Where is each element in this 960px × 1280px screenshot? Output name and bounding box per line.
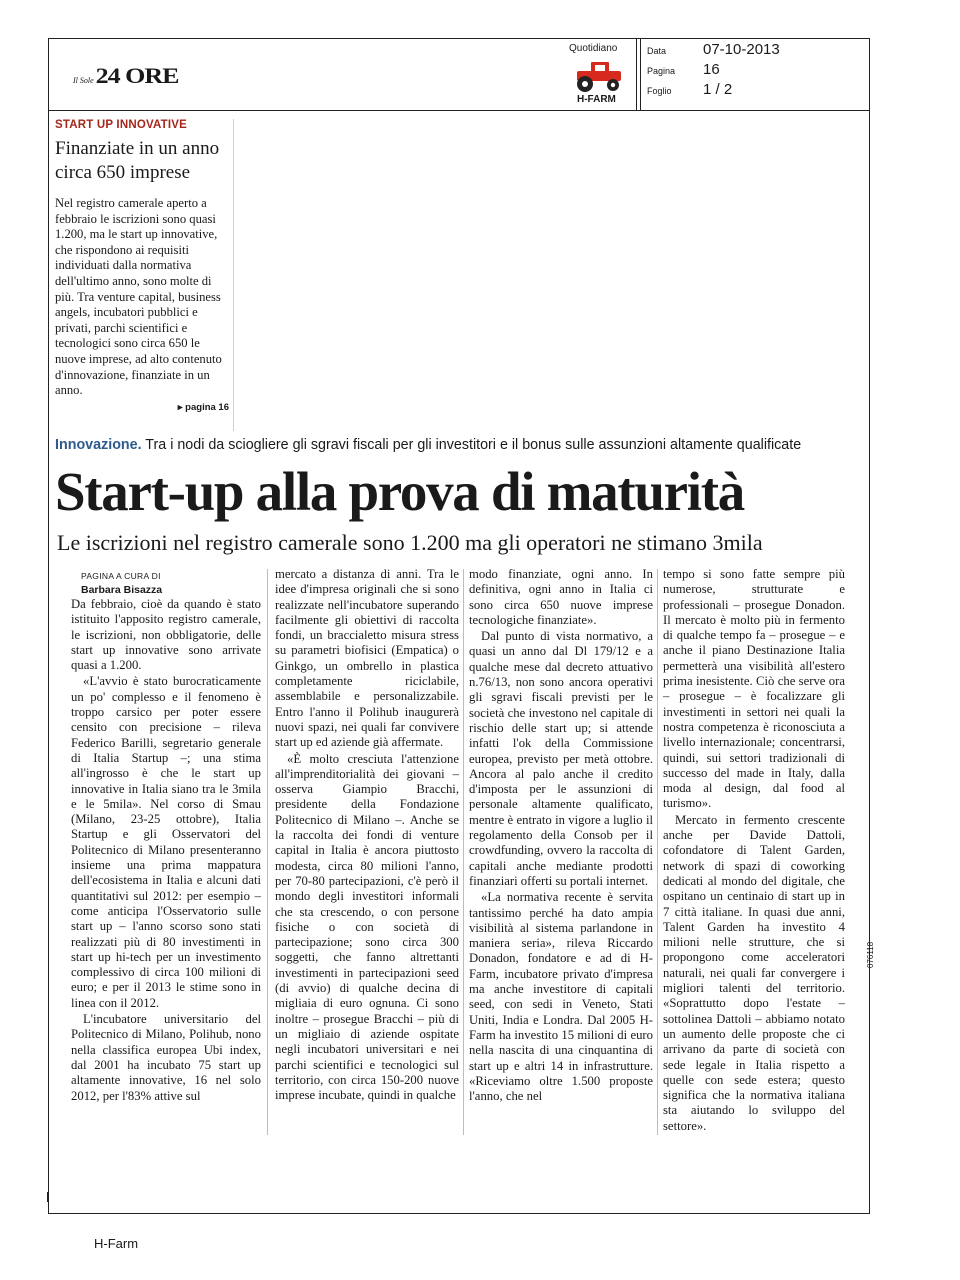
paragraph: modo finanziate, ogni anno. In definitiva, ogni anno in Italia ci sono circa 650 nuove imprese tecnologiche finanziate». xyxy=(469,567,653,627)
article-column-1 xyxy=(71,597,261,1104)
meta-label: Pagina xyxy=(647,66,676,76)
kicker-section: Innovazione. xyxy=(55,437,142,453)
article-column-4 xyxy=(663,567,845,1134)
article-headline: Start-up alla prova di maturità xyxy=(55,461,744,522)
brief-title xyxy=(55,137,233,185)
logo-main: 24 ORE xyxy=(95,63,179,88)
paragraph: Mercato in fermento crescente anche per Davide Dattoli, cofondatore di Talent Garden, network di spazi di coworking dedicati al mondo del digitale, che ospitano un centinaio di start up in 7 città italiane. In quasi due anni, Talent Garden ha investito 4 milioni nelle strutture, che si propongono come acceleratori naturali, nei quali far convergere i migliori talenti del territorio. «Soprattutto dopo l'estate – sottolinea Dattoli – abbiamo notato un aumento delle proposte che ci arrivano da parte di società con sede legale in Italia rispetto a quelle con sede estera; questo significa che la normativa italiana sta aiutando lo sviluppo del settore». xyxy=(663,812,845,1133)
header-divider xyxy=(49,110,869,111)
header-vertical-rule xyxy=(640,39,641,110)
paragraph: L'incubatore universitario del Politecnico di Milano, Polihub, nono nella classifica europea Ubi index, dal 2001 ha incubato 75 start up altamente innovative, 16 nel solo 2012, per l'83% attive sul xyxy=(71,1012,261,1103)
source-name: H-FARM xyxy=(577,94,616,105)
paragraph: tempo si sono fatte sempre più numerose, strutturate e professionali – prosegue Donadon. Il mercato è molto più in fermento di qualche tempo fa – prosegue – e anche il piano Destinazione Italia permetterà una visibilità all'estero prima inesistente. Ciò che serve ora – prosegue – è focalizzare gli investimenti in settori nei quali la nostra competenza è riconosciuta a livello internazionale; concentrarsi, quindi, sui settori tradizionali di successo del made in Italy, dalla moda al design, dal food al turismo». xyxy=(663,567,845,811)
column-rule xyxy=(657,569,658,1135)
paragraph: Da febbraio, cioè da quando è stato istituito l'apposito registro camerale, le iscrizioni, non obbligatorie, delle start up innovative sono arrivate quasi a 1.200. xyxy=(71,597,261,673)
clipping-frame xyxy=(48,38,870,1214)
brief-kicker: START UP INNOVATIVE xyxy=(55,119,188,131)
clipping-meta xyxy=(647,41,780,101)
side-brief xyxy=(55,119,234,431)
meta-date xyxy=(647,41,780,61)
meta-page xyxy=(647,61,780,81)
brief-title-line: Finanziate in un anno xyxy=(55,138,220,159)
crop-mark xyxy=(869,1192,871,1202)
article-subheadline: Le iscrizioni nel registro camerale sono 1.200 ma gli operatori ne stimano 3mila xyxy=(57,530,763,555)
footer-source: H-Farm xyxy=(94,1236,139,1251)
newspaper-logo xyxy=(73,61,179,91)
crop-mark xyxy=(47,1192,49,1202)
paragraph: «È molto cresciuta l'attenzione all'imprenditorialità dei giovani – osserva Giampio Bracchi, presidente della Fondazione Politecnico di Milano –. Anche se la raccolta dei fondi di venture capital in Italia è ancora piuttosto modesta, circa 80 milioni l'anno, per 70-80 partecipazioni, c'è però il mondo degli investitori informali che sta crescendo, o con persone fisiche o con società di partecipazione; sono circa 300 soggetti, che fanno altrettanti investimenti in partecipazioni seed (di avvio) di qualche decina di migliaia di euro ognuna. Ci sono inoltre – prosegue Bracchi – più di un migliaio di aziende ospitate negli incubatori universitari e nei parchi scientifici e tecnologici sul territorio, con circa 150-200 nuove imprese incubate, quindi in qualche xyxy=(275,751,459,1103)
column-rule xyxy=(463,569,464,1135)
tractor-icon xyxy=(571,59,627,93)
article-column-2 xyxy=(275,567,459,1103)
paragraph: «L'avvio è stato burocraticamente un po' complesso e il fenomeno è troppo carsico per poter essere censito con precisione – rileva Federico Barilli, segretario generale di Italia Startup –; una stima all'ingrosso è che le start up innovative in Italia siano tra le 3mila e le 5mila». Nel corso di Smau (Milano, 23-25 ottobre), Italia Startup e gli Osservatori del Politecnico di Milano presenteranno insieme una prima mappatura dell'ecosistema in Italia e alcuni dati quantitativi sul 2012: per esempio – come anticipa l'Osservatorio sulle start up – l'anno scorso sono stati realizzati più di 80 investimenti in start up hi-tech per un investimento complessivo di circa 100 milioni di euro; e per il 2013 le stime sono in linea con il 2012. xyxy=(71,674,261,1010)
byline-label: PAGINA A CURA DI xyxy=(81,571,161,581)
meta-label: Data xyxy=(647,46,667,56)
article-kicker xyxy=(55,437,865,453)
byline-name: Barbara Bisazza xyxy=(81,584,163,596)
brief-title-line: circa 650 imprese xyxy=(55,162,191,183)
header-vertical-rule xyxy=(636,39,637,110)
logo-prefix: Il Sole xyxy=(73,76,94,85)
meta-value: 07-10-2013 xyxy=(703,41,780,58)
article-column-3 xyxy=(469,567,653,1104)
paragraph: «La normativa recente è servita tantissimo perché ha dato ampia visibilità al sistema parlandone in maniera seria», rileva Riccardo Donadon, fondatore e ad di H-Farm, incubatore privato d'impresa ma anche investitore di capitali seed, con sedi in Veneto, Stati Uniti, India e Londra. Dal 2005 H-Farm ha investito 15 milioni di euro nella nascita di una cinquantina di start up e altri 14 in infrastrutture. «Riceviamo oltre 1.500 proposte l'anno, che nel xyxy=(469,890,653,1104)
kicker-text: Tra i nodi da sciogliere gli sgravi fiscali per gli investitori e il bonus sulle assunzioni altamente qualificate xyxy=(141,437,802,453)
paragraph: mercato a distanza di anni. Tra le idee d'impresa originali che si sono realizzate nell'incubatore superando facilmente gli obiettivi di raccolta fondi, un braccialetto misura stress su parametri biofisici (Empatica) o Ginkgo, un ombrello in plastica completamente riciclabile, assemblabile e personalizzabile. Entro l'anno il Polihub inaugurerà nuovi spazi, nei quali far convivere start up ed aziende già affermate. xyxy=(275,567,459,750)
meta-label: Foglio xyxy=(647,86,672,96)
side-code: 076118 xyxy=(866,941,875,968)
publication-type: Quotidiano xyxy=(569,43,618,54)
brief-page-reference: ▸ pagina 16 xyxy=(177,401,229,413)
paragraph: Dal punto di vista normativo, a quasi un anno dal Dl 179/12 e a qualche mese dal decreto attuativo n.76/13, non sono ancora operativi gli sgravi fiscali previsti per le società che investono nel capitale di rischio delle start up; si attende infatti l'ok della Commissione europea, previsto per metà ottobre. Ancora al palo anche il credito d'imposta per le assunzioni di personale altamente qualificato, mentre è entrato in vigore a luglio il regolamento della Consob per il crowdfunding, ovvero la raccolta di capitali anche mediante prodotti finanziari offerti su portali internet. xyxy=(469,629,653,888)
meta-value: 16 xyxy=(703,61,720,78)
column-rule xyxy=(267,569,268,1135)
meta-sheet xyxy=(647,81,780,101)
brief-body: Nel registro camerale aperto a febbraio le iscrizioni sono quasi 1.200, ma le start up innovative, che rispondono ai requisiti individuati dalla normativa dell'ultimo anno, sono molte di più. Tra venture capital, business angels, incubatori pubblici e privati, parchi scientifici e tecnologici sono circa 650 le nuove imprese, ad alto contenuto d'innovazione, finanziate in un anno. xyxy=(55,196,222,398)
meta-value: 1 / 2 xyxy=(703,81,733,98)
